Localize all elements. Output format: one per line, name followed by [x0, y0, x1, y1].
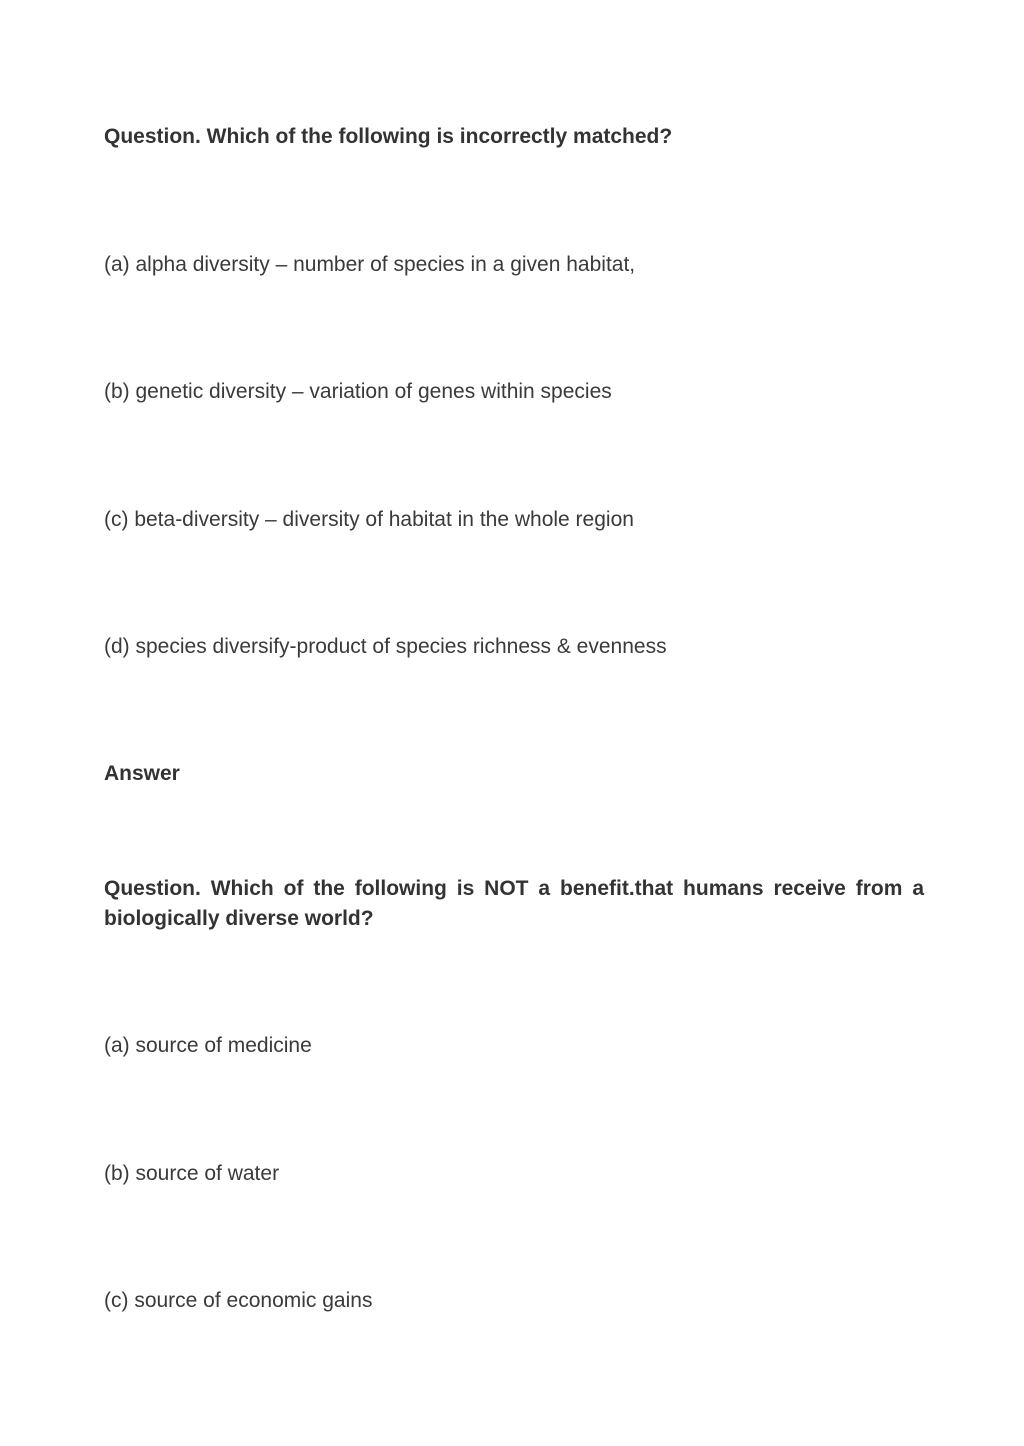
- question-1-option-c: (c) beta-diversity – diversity of habitat in the whole region: [104, 508, 634, 531]
- question-2-text: Question. Which of the following is NOT a benefit.that humans receive from a biologically diverse world?: [104, 877, 924, 930]
- question-1-option-a: (a) alpha diversity – number of species in a given habitat,: [104, 253, 636, 276]
- question-2-option-c: (c) source of economic gains: [104, 1289, 373, 1312]
- question-2-option-b: (b) source of water: [104, 1162, 280, 1185]
- question-1-option-b: (b) genetic diversity – variation of genes within species: [104, 380, 612, 403]
- question-2-option-a: (a) source of medicine: [104, 1034, 312, 1057]
- answer-label: Answer: [104, 762, 180, 785]
- question-1-option-d: (d) species diversify-product of species richness & evenness: [104, 635, 667, 658]
- question-1-text: Question. Which of the following is incorrectly matched?: [104, 125, 673, 148]
